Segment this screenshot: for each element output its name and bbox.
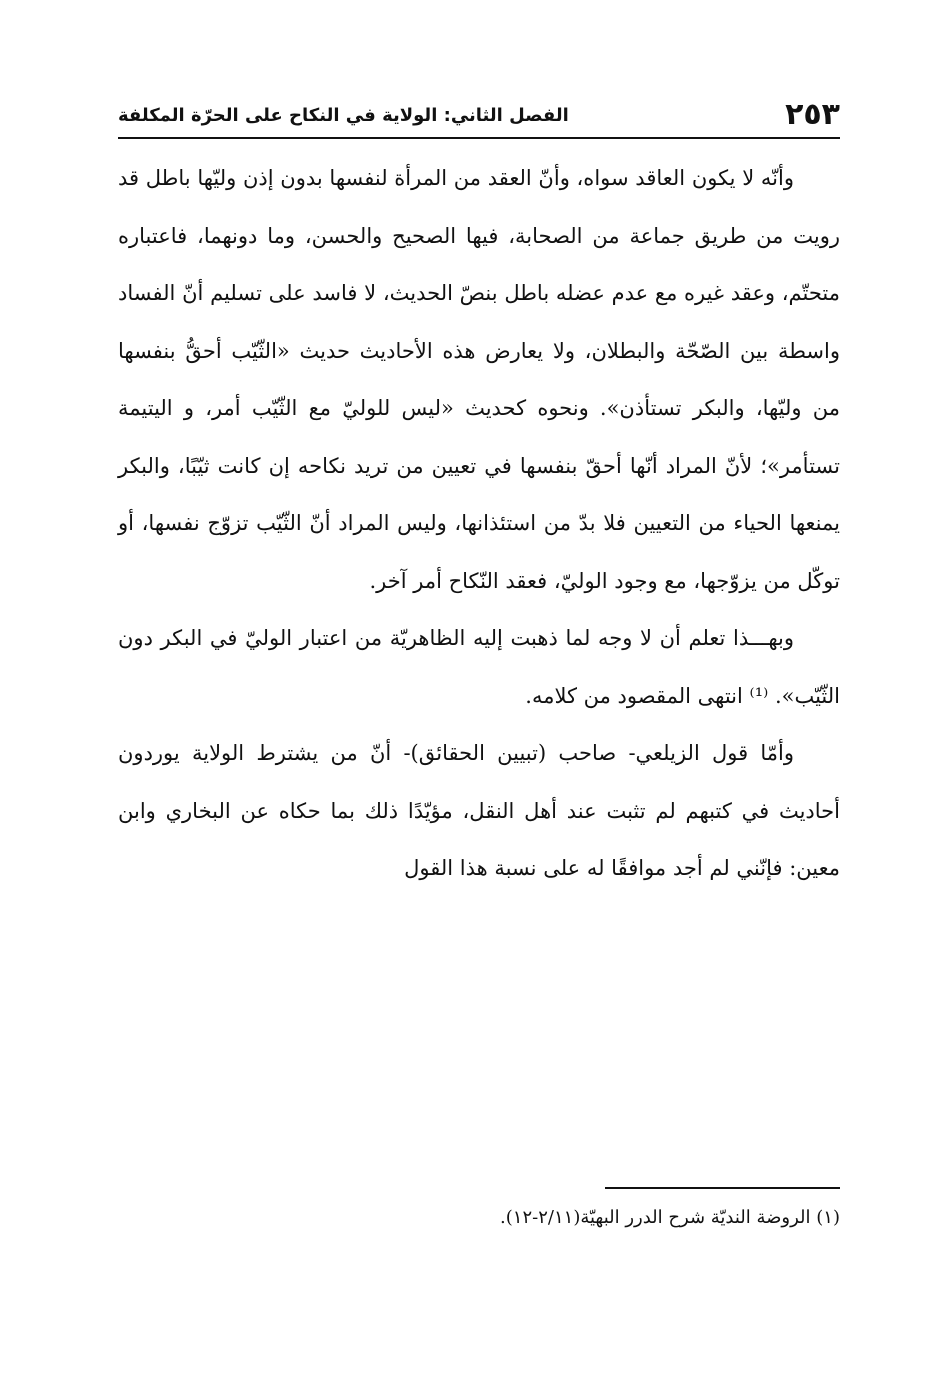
paragraph: وبهـــذا تعلم أن لا وجه لما ذهبت إليه الظاهريّة من اعتبار الوليّ في البكر دون الثّيّب». ⁽¹⁾ انتهى المقصود من كلامه. [118, 626, 840, 708]
running-header [118, 92, 840, 130]
body-text [118, 150, 840, 898]
chapter-title: الفصل الثاني: الولاية في النكاح على الحرّة المكلفة [118, 105, 569, 126]
paragraph: وأمّا قول الزيلعي- صاحب (تبيين الحقائق)- أنّ من يشترط الولاية يوردون أحاديث في كتبهم لم تثبت عند أهل النقل، مؤيّدًا ذلك بما حكاه عن البخاري وابن معين: فإنّني لم أجد موافقًا له على نسبة هذا القول [118, 741, 840, 880]
footnote-rule [605, 1187, 840, 1189]
footnote: (١) الروضة النديّة شرح الدرر البهيّة(٢/١١-١٢). [500, 1207, 840, 1228]
page-number: ٢٥٣ [785, 97, 840, 132]
paragraph: وأنّه لا يكون العاقد سواه، وأنّ العقد من المرأة لنفسها بدون إذن وليّها باطل قد رويت من طريق جماعة من الصحابة، فيها الصحيح والحسن، وما دونهما، فاعتباره متحتّم، وعقد غيره مع عدم عضله باطل بنصّ الحديث، لا فاسد على تسليم أنّ الفساد واسطة بين الصّحّة والبطلان، ولا يعارض هذه الأحاديث حديث «الثّيّب أحقُّ بنفسها من وليّها، والبكر تستأذن». ونحوه كحديث «ليس للوليّ مع الثّيّب أمر، و اليتيمة تستأمر»؛ لأنّ المراد أنّها أحقّ بنفسها في تعيين من تريد نكاحه إن كانت ثيّبًا، والبكر يمنعها الحياء من التعيين فلا بدّ من استئذانها، وليس المراد أنّ الثّيّب تزوّج نفسها، أو توكّل من يزوّجها، مع وجود الوليّ، فعقد النّكاح أمر آخر. [118, 166, 840, 593]
header-rule [118, 137, 840, 139]
